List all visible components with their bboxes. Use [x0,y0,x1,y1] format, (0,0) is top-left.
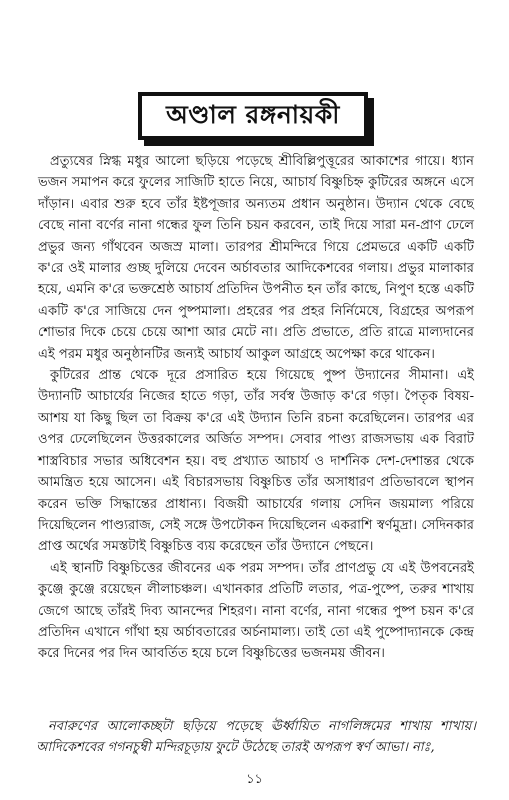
paragraph-3: এই স্থানটি বিষ্ণুচিত্তের জীবনের এক পরম সম্পদ। তাঁর প্রাণপ্রভু যে এই উপবনেরই কুঞ্জে কুঞ্জে রয়েছেন লীলাচঞ্চল। এখানকার প্রতিটি লতার, পত্র-পুষ্পে, তরুর শাখায় জেগে আছে তাঁরই দিব্য আনন্দের শিহরণ। নানা বর্ণের, নানা গন্ধের পুষ্প চয়ন ক'রে প্রতিদিন এখানে গাঁথা হয় অর্চাবতারের অর্চনামাল্য। তাই তো এই পুষ্পোদ্যানকে কেন্দ্র করে দিনের পর দিন আবর্তিত হয়ে চলে বিষ্ণুচিত্তের ভজনময় জীবন। [38,560,474,662]
closing-paragraph: নবারুণের আলোকচ্ছটা ছড়িয়ে পড়েছে ঊর্ধ্বায়িত নাগলিঙ্গমের শাখায় শাখায়। আদিকেশবের গগনচুম্বী মন্দিরচূড়ায় ফুটে উঠেছে তারই অপরূপ স্বর্ণ আভা। নাঃ, [36,719,476,755]
title-box [138,92,368,140]
paragraph-1: প্রত্যুষের স্নিগ্ধ মধুর আলো ছড়িয়ে পড়েছে শ্রীবিল্লিপুত্তূরের আকাশের গায়ে। ধ্যান ভজন সমাপন করে ফুলের সাজিটি হাতে নিয়ে, আচার্য বিষ্ণুচিহ্ন কুটিরের অঙ্গনে এসে দাঁড়ান। এবার শুরু হবে তাঁর ইষ্টপূজার অন্যতম প্রধান অনুষ্ঠান। উদ্যান থেকে বেছে বেছে নানা বর্ণের নানা গন্ধের ফুল তিনি চয়ন করবেন, তাই দিয়ে সারা মন-প্রাণ ঢেলে প্রভুর জন্য গাঁথবেন অজস্র মালা। তারপর শ্রীমন্দিরে গিয়ে প্রেমভরে একটি একটি ক'রে ওই মালার গুচ্ছ দুলিয়ে দেবেন অর্চাবতার আদিকেশবের গলায়। প্রভুর মালাকার হয়ে, এমনি ক'রে ভক্তশ্রেষ্ঠ আচার্য প্রতিদিন উপনীত হন তাঁর কাছে, নিপুণ হস্তে একটি একটি ক'রে সাজিয়ে দেন পুষ্পমালা। প্রহরের পর প্রহর নির্নিমেষে, বিগ্রহের অপরূপ শোভার দিকে চেয়ে চেয়ে আশা আর মেটে না। প্রতি প্রভাতে, প্রতি রাত্রে মাল্যদানের এই পরম মধুর অনুষ্ঠানটির জন্যই আচার্য আকুল আগ্রহে অপেক্ষা করে থাকেন। [38,154,474,362]
paragraph-2: কুটিরের প্রান্ত থেকে দূরে প্রসারিত হয়ে গিয়েছে পুষ্প উদ্যানের সীমানা। এই উদ্যানটি আচার্যের নিজের হাতে গড়া, তাঁর সর্বস্ব উজাড় ক'রে গড়া। পৈতৃক বিষয়-আশয় যা কিছু ছিল তা বিক্রয় ক'রে এই উদ্যান তিনি রচনা করেছিলেন। তারপর এর ওপর ঢেলেছিলেন উত্তরকালের অর্জিত সম্পদ। সেবার পাণ্ড্য রাজসভায় এক বিরাট শাস্ত্রবিচার সভার অধিবেশন হয়। বহু প্রখ্যাত আচার্য ও দার্শনিক দেশ-দেশান্তর থেকে আমন্ত্রিত হয়ে আসেন। এই বিচারসভায় বিষ্ণুচিত্ত তাঁর অসাধারণ প্রতিভাবলে স্থাপন করেন ভক্তি সিদ্ধান্তের প্রাধান্য। বিজয়ী আচার্যের গলায় সেদিন জয়মাল্য পরিয়ে দিয়েছিলেন পাণ্ড্যরাজ, সেই সঙ্গে উপঢৌকন দিয়েছিলেন একরাশি স্বর্ণমুদ্রা। সেদিনকার প্রাপ্ত অর্থের সমস্তটাই বিষ্ণুচিত্ত ব্যয় করেছেন তাঁর উদ্যানে পেছনে। [38,368,474,555]
closing-text [36,716,476,758]
body-text [38,151,474,665]
page-number: ১১ [246,772,263,787]
chapter-title: অণ্ডাল রঙ্গনায়কী [166,99,340,129]
